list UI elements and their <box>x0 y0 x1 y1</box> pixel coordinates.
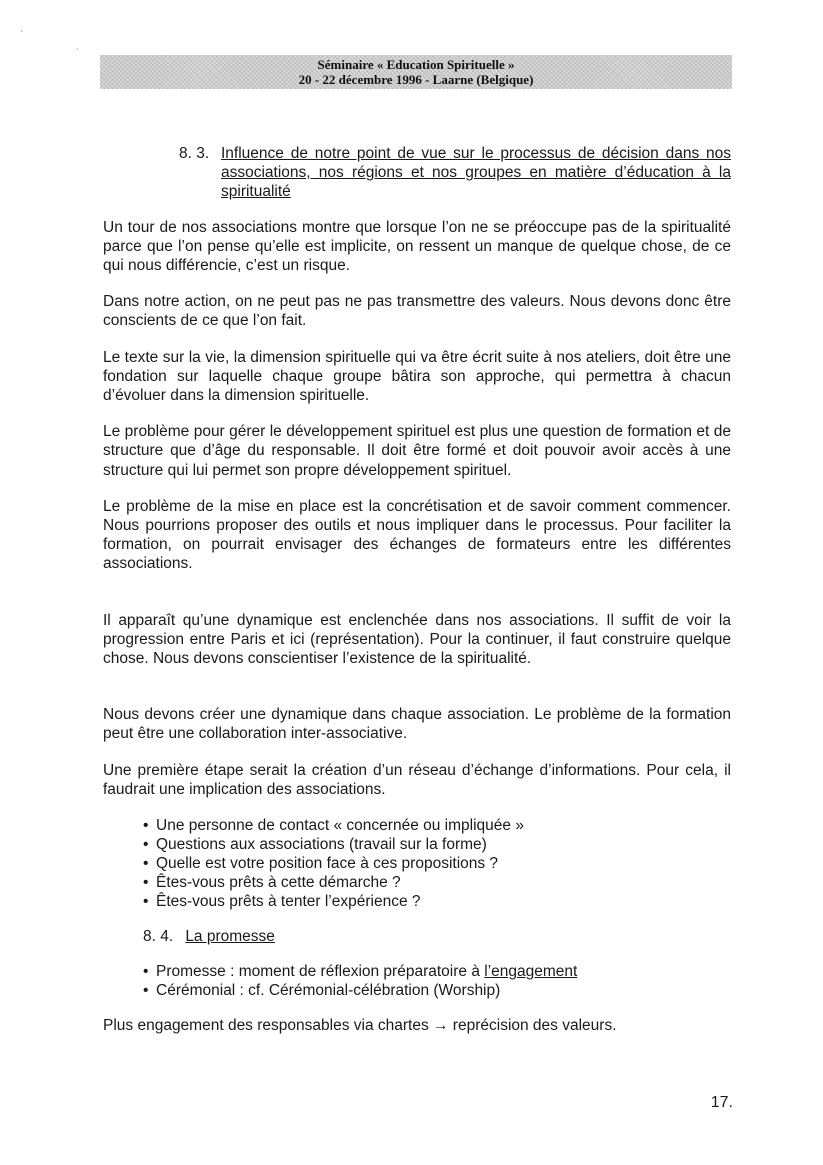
paragraph: Le problème de la mise en place est la concrétisation et de savoir comment commencer. Nous pourrions proposer des outils et nous impliquer dans le processus. Pour faciliter la formation, on pourrait envisager des échanges de formateurs entre les différentes associations. <box>103 497 731 573</box>
section-heading-8-4 <box>143 927 731 946</box>
section-heading-8-3 <box>179 144 731 202</box>
section-number: 8. 3. <box>179 145 210 162</box>
section-title: La promesse <box>185 928 275 946</box>
paragraph: Dans notre action, on ne peut pas ne pas transmettre des valeurs. Nous devons donc être conscients de ce que l’on fait. <box>103 293 731 330</box>
list-item: • Cérémonial : cf. Cérémonial-célébration (Worship) <box>143 982 501 1000</box>
bullet-icon: • <box>143 982 149 1000</box>
bullet-icon: • <box>143 874 149 892</box>
paragraph: Nous devons créer une dynamique dans chaque association. Le problème de la formation peut être une collaboration inter-associative. <box>103 706 731 743</box>
paragraph: Un tour de nos associations montre que lorsque l’on ne se préoccupe pas de la spiritualité parce que l’on pense qu’elle est implicite, on ressent un manque de quelque chose, de ce qui nous différencie, c’est un risque. <box>103 218 731 275</box>
promesse-bullet-list <box>143 962 731 1000</box>
list-item: • Êtes-vous prêts à cette démarche ? <box>143 874 401 892</box>
engagement-term: l’engagement <box>484 963 578 981</box>
bullet-list <box>143 816 731 911</box>
bullet-icon: • <box>143 963 149 981</box>
section-number: 8. 4. <box>143 928 174 946</box>
list-item: • Promesse : moment de réflexion préparatoire à l’engagement <box>143 963 578 981</box>
paragraph: Le problème pour gérer le développement spirituel est plus une question de formation et de structure que d’âge du responsable. Il doit être formé et doit pouvoir avoir accès à une structure qui lui permet son propre développement spirituel. <box>103 423 731 479</box>
section-title: Influence de notre point de vue sur le processus de décision dans nos associations, nos régions et nos groupes en matière d’éducation à la spiritualité <box>221 145 731 201</box>
page-body <box>103 144 731 1052</box>
paragraph: Le texte sur la vie, la dimension spirituelle qui va être écrit suite à nos ateliers, doit être une fondation sur laquelle chaque groupe bâtira son approche, qui permettra à chacun d’évoluer dans la dimension spirituelle. <box>103 348 731 405</box>
list-item: • Une personne de contact « concernée ou impliquée » <box>143 817 524 835</box>
scan-speck: ˎ <box>76 40 80 51</box>
list-item: • Quelle est votre position face à ces propositions ? <box>143 855 499 873</box>
bullet-icon: • <box>143 893 149 911</box>
page-number: 17. <box>710 1094 733 1111</box>
bullet-icon: • <box>143 855 149 873</box>
document-header <box>100 55 732 89</box>
closing-line: Plus engagement des responsables via chartes → reprécision des valeurs. <box>103 1017 617 1035</box>
header-seminar-title: Séminaire « Education Spirituelle » <box>317 57 515 72</box>
scan-speck: ˊ <box>20 30 24 41</box>
paragraph: Une première étape serait la création d’un réseau d’échange d’informations. Pour cela, il faudrait une implication des associations. <box>103 761 731 798</box>
paragraph: Il apparaît qu’une dynamique est enclenchée dans nos associations. Il suffit de voir la progression entre Paris et ici (représentation). Pour la continuer, il faut construire quelque chose. Nous devons conscientiser l’existence de la spiritualité. <box>103 611 731 668</box>
bullet-icon: • <box>143 817 149 835</box>
list-item: • Êtes-vous prêts à tenter l’expérience ? <box>143 893 421 911</box>
list-item: • Questions aux associations (travail sur la forme) <box>143 836 487 854</box>
header-date-location: 20 - 22 décembre 1996 - Laarne (Belgique) <box>298 72 534 87</box>
bullet-icon: • <box>143 836 149 854</box>
